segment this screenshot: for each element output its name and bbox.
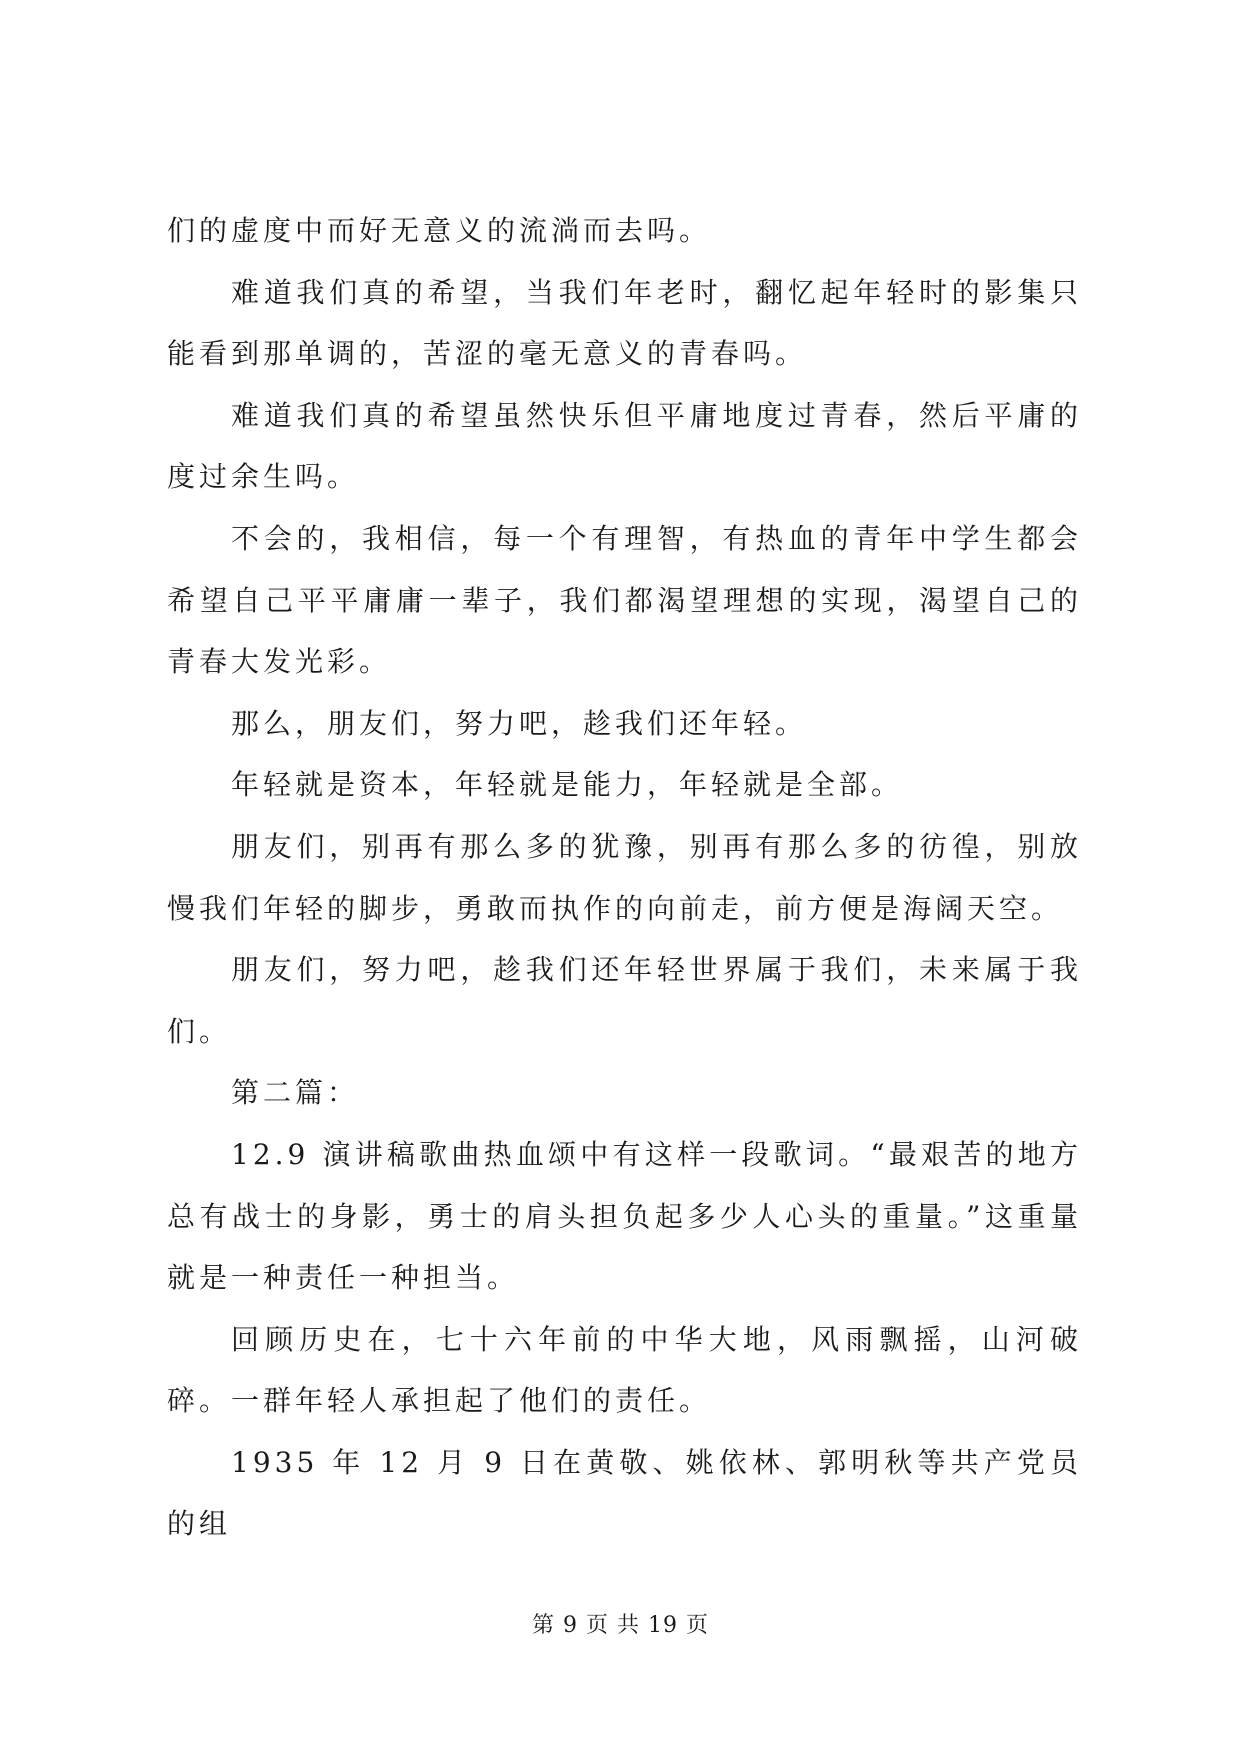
page-number-footer: 第 9 页 共 19 页 [532,1613,709,1638]
paragraph: 1935 年 12 月 9 日在黄敬、姚依林、郭明秋等共产党员的组 [167,1445,1082,1541]
paragraph: 朋友们，别再有那么多的犹豫，别再有那么多的彷徨，别放慢我们年轻的脚步，勇敢而执作的向前走，前方便是海阔天空。 [167,829,1082,925]
section-heading: 第二篇： [231,1076,360,1110]
paragraph: 们的虚度中而好无意义的流淌而去吗。 [167,214,712,247]
paragraph: 难道我们真的希望，当我们年老时，翻忆起年轻时的影集只能看到那单调的，苦涩的毫无意义的青春吗。 [167,275,1082,371]
paragraph: 年轻就是资本，年轻就是能力，年轻就是全部。 [231,768,904,802]
paragraph: 12.9 演讲稿歌曲热血颂中有这样一段歌词。“最艰苦的地方总有战士的身影，勇士的肩头担负起多少人心头的重量。”这重量就是一种责任一种担当。 [167,1137,1082,1295]
paragraph: 难道我们真的希望虽然快乐但平庸地度过青春，然后平庸的度过余生吗。 [167,398,1082,494]
paragraph: 朋友们，努力吧，趁我们还年轻世界属于我们，未来属于我们。 [167,953,1082,1048]
paragraph: 回顾历史在，七十六年前的中华大地，风雨飘摇，山河破碎。一群年轻人承担起了他们的责任。 [167,1322,1082,1418]
paragraph: 不会的，我相信，每一个有理智，有热血的青年中学生都会希望自己平平庸庸一辈子，我们都渴望理想的实现，渴望自己的青春大发光彩。 [167,521,1082,679]
paragraph: 那么，朋友们，努力吧，趁我们还年轻。 [231,706,808,740]
document-body [167,200,1082,1555]
